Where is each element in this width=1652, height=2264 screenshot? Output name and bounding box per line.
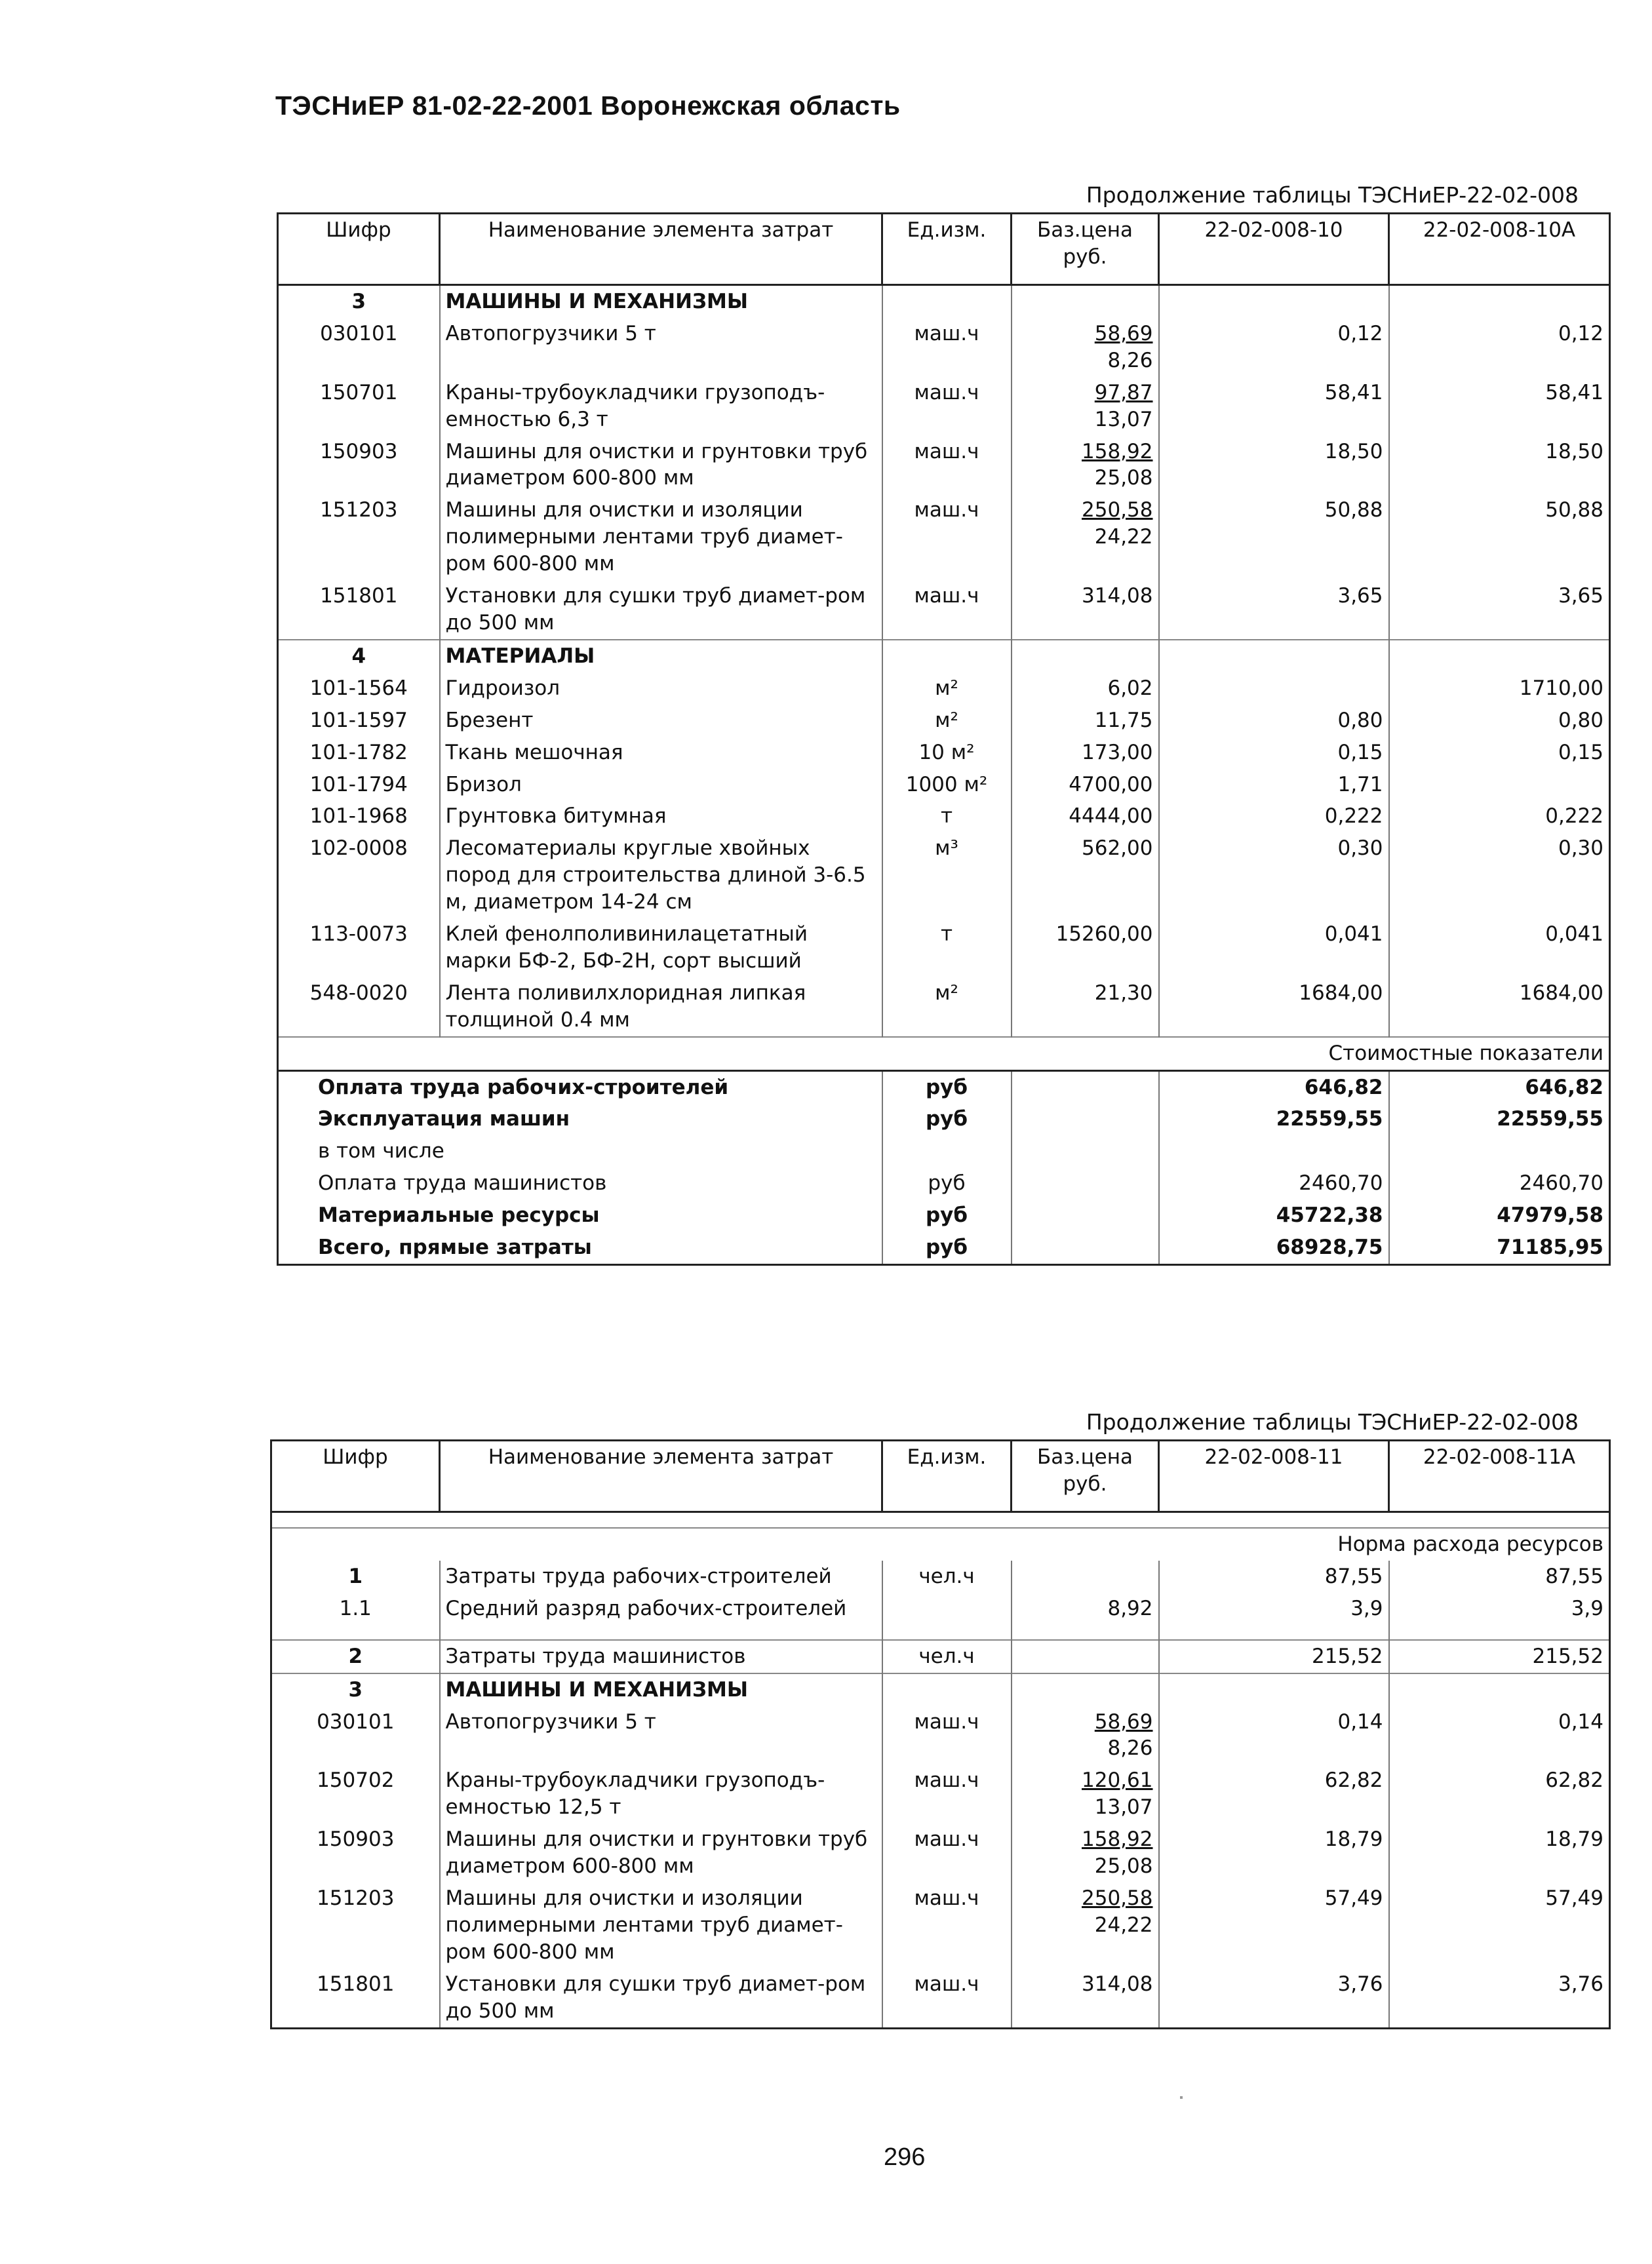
norm-value-1: 3,76 <box>1159 1968 1389 2028</box>
summary-label: Оплата труда машинистов <box>278 1167 882 1200</box>
norm-value-2: 0,15 <box>1389 737 1610 769</box>
resource-unit: м³ <box>882 832 1012 918</box>
base-price: 6,02 <box>1107 676 1153 700</box>
resource-row <box>271 1706 1610 1765</box>
table2-header-row <box>271 1441 1610 1512</box>
labor-value-2: 3,9 <box>1389 1593 1610 1625</box>
resource-row <box>278 832 1610 918</box>
resource-row <box>278 705 1610 737</box>
base-price-wage: 13,07 <box>1094 407 1153 431</box>
labor-price <box>1012 1640 1159 1673</box>
base-price-wage: 25,08 <box>1094 466 1153 490</box>
resource-code: 150903 <box>278 436 440 495</box>
norm-value-1: 1,71 <box>1159 769 1389 801</box>
summary-value-2: 47979,58 <box>1389 1200 1610 1232</box>
base-price: 4700,00 <box>1069 772 1153 796</box>
summary-label: Эксплуатация машин <box>278 1103 882 1135</box>
resource-name: Гидроизол <box>440 673 882 705</box>
table2 <box>270 1439 1611 2029</box>
base-price-cell <box>1012 1824 1159 1883</box>
norm-value-1: 0,30 <box>1159 832 1389 918</box>
empty-cell <box>1012 1135 1159 1167</box>
norm-value-1 <box>1159 673 1389 705</box>
labor-row <box>271 1640 1610 1673</box>
empty-cell <box>1012 1103 1159 1135</box>
empty-cell <box>1389 1673 1610 1706</box>
empty-cell <box>1389 640 1610 673</box>
section-title: МАШИНЫ И МЕХАНИЗМЫ <box>440 285 882 318</box>
resource-unit: маш.ч <box>882 1968 1012 2028</box>
header-code: Шифр <box>278 214 440 285</box>
summary-unit: руб <box>882 1103 1012 1135</box>
resource-name: Машины для очистки и изоляции полимерными лентами труб диамет-ром 600-800 мм <box>440 1883 882 1968</box>
base-price: 314,08 <box>1082 584 1153 608</box>
table1-header-row <box>278 214 1610 285</box>
empty-cell <box>1159 285 1389 318</box>
base-price-cell <box>1012 494 1159 580</box>
base-price: 21,30 <box>1094 981 1153 1005</box>
norm-value-2: 1684,00 <box>1389 977 1610 1037</box>
summary-unit: руб <box>882 1167 1012 1200</box>
resource-code: 150702 <box>271 1765 440 1824</box>
empty-cell <box>1159 1673 1389 1706</box>
norm-value-2: 0,222 <box>1389 800 1610 832</box>
resource-unit: маш.ч <box>882 1706 1012 1765</box>
resource-unit: т <box>882 918 1012 977</box>
header-col-10: 22-02-008-10 <box>1159 214 1389 285</box>
summary-value-1: 646,82 <box>1159 1070 1389 1103</box>
labor-price: 8,92 <box>1012 1593 1159 1625</box>
labor-value-2: 215,52 <box>1389 1640 1610 1673</box>
norm-value-1: 62,82 <box>1159 1765 1389 1824</box>
summary-value-1: 68928,75 <box>1159 1232 1389 1264</box>
norm-value-1: 0,80 <box>1159 705 1389 737</box>
base-price-cell <box>1012 1706 1159 1765</box>
resource-name: Машины для очистки и грунтовки труб диаметром 600-800 мм <box>440 1824 882 1883</box>
table2-continuation-caption: Продолжение таблицы ТЭСНиЕР-22-02-008 <box>1086 1409 1579 1435</box>
resource-code: 151203 <box>271 1883 440 1968</box>
labor-row <box>271 1593 1610 1625</box>
base-price: 250,58 <box>1082 498 1153 522</box>
empty-cell <box>1012 640 1159 673</box>
section-header-row <box>271 1673 1610 1706</box>
scan-speck <box>1180 2096 1183 2099</box>
labor-value-1: 215,52 <box>1159 1640 1389 1673</box>
resource-row <box>271 1765 1610 1824</box>
resource-unit: т <box>882 800 1012 832</box>
norm-value-1: 0,12 <box>1159 318 1389 377</box>
resource-name: Лесоматериалы круглые хвойных пород для строительства длиной 3-6.5 м, диаметром 14-24 см <box>440 832 882 918</box>
section-code: 3 <box>271 1673 440 1706</box>
labor-name: Средний разряд рабочих-строителей <box>440 1593 882 1625</box>
section-code: 4 <box>278 640 440 673</box>
resource-row <box>278 977 1610 1037</box>
summary-row <box>278 1232 1610 1264</box>
header-code: Шифр <box>271 1441 440 1512</box>
summary-value-2: 71185,95 <box>1389 1232 1610 1264</box>
norm-value-2: 0,80 <box>1389 705 1610 737</box>
resource-code: 151801 <box>271 1968 440 2028</box>
resource-name: Бризол <box>440 769 882 801</box>
resource-row <box>278 580 1610 640</box>
summary-unit: руб <box>882 1232 1012 1264</box>
norm-value-2: 62,82 <box>1389 1765 1610 1824</box>
base-price-cell <box>1012 1883 1159 1968</box>
norm-note-row <box>271 1528 1610 1561</box>
resource-name: Установки для сушки труб диамет-ром до 500 мм <box>440 580 882 640</box>
norm-value-1: 0,15 <box>1159 737 1389 769</box>
resource-code: 548-0020 <box>278 977 440 1037</box>
section-header-row <box>278 285 1610 318</box>
empty-cell <box>882 1673 1012 1706</box>
resource-code: 150903 <box>271 1824 440 1883</box>
summary-unit: руб <box>882 1070 1012 1103</box>
resource-row <box>278 918 1610 977</box>
page-number: 296 <box>884 2143 926 2171</box>
empty-cell <box>1012 1070 1159 1103</box>
resource-code: 101-1794 <box>278 769 440 801</box>
norm-value-1: 50,88 <box>1159 494 1389 580</box>
empty-cell <box>1012 1232 1159 1264</box>
resource-row <box>271 1968 1610 2028</box>
resource-code: 113-0073 <box>278 918 440 977</box>
summary-row <box>278 1103 1610 1135</box>
base-price: 562,00 <box>1082 836 1153 861</box>
resource-code: 101-1597 <box>278 705 440 737</box>
resource-unit: маш.ч <box>882 318 1012 377</box>
header-name: Наименование элемента затрат <box>440 1441 882 1512</box>
header-unit: Ед.изм. <box>882 214 1012 285</box>
base-price-wage: 8,26 <box>1107 1736 1153 1761</box>
resource-unit: маш.ч <box>882 1765 1012 1824</box>
resource-code: 150701 <box>278 377 440 436</box>
resource-name: Автопогрузчики 5 т <box>440 1706 882 1765</box>
base-price-wage: 25,08 <box>1094 1854 1153 1879</box>
labor-price <box>1012 1561 1159 1593</box>
resource-code: 151801 <box>278 580 440 640</box>
resource-unit: м² <box>882 673 1012 705</box>
base-price: 97,87 <box>1094 380 1153 404</box>
norm-value-2: 18,79 <box>1389 1824 1610 1883</box>
resource-row <box>278 737 1610 769</box>
resource-unit: 1000 м² <box>882 769 1012 801</box>
empty-cell <box>1159 640 1389 673</box>
base-price: 11,75 <box>1094 708 1153 732</box>
base-price-cell <box>1012 673 1159 705</box>
empty-cell <box>882 285 1012 318</box>
resource-name: Установки для сушки труб диамет-ром до 500 мм <box>440 1968 882 2028</box>
summary-row <box>278 1200 1610 1232</box>
norm-value-2: 3,76 <box>1389 1968 1610 2028</box>
base-price-cell <box>1012 800 1159 832</box>
norm-value-1: 18,79 <box>1159 1824 1389 1883</box>
header-price: Баз.цена руб. <box>1012 214 1159 285</box>
base-price-wage: 24,22 <box>1094 525 1153 549</box>
resource-code: 101-1782 <box>278 737 440 769</box>
summary-unit: руб <box>882 1200 1012 1232</box>
norm-note: Норма расхода ресурсов <box>271 1528 1610 1561</box>
labor-value-1: 87,55 <box>1159 1561 1389 1593</box>
base-price-wage: 24,22 <box>1094 1913 1153 1937</box>
resource-row <box>278 494 1610 580</box>
summary-value-1: 2460,70 <box>1159 1167 1389 1200</box>
summary-label: в том числе <box>278 1135 882 1167</box>
summary-value-1 <box>1159 1135 1389 1167</box>
resource-unit: маш.ч <box>882 1883 1012 1968</box>
resource-unit: маш.ч <box>882 377 1012 436</box>
resource-row <box>278 769 1610 801</box>
resource-code: 102-0008 <box>278 832 440 918</box>
labor-name: Затраты труда рабочих-строителей <box>440 1561 882 1593</box>
norm-value-1: 0,041 <box>1159 918 1389 977</box>
norm-value-2: 3,65 <box>1389 580 1610 640</box>
resource-unit: маш.ч <box>882 436 1012 495</box>
norm-value-1: 58,41 <box>1159 377 1389 436</box>
header-name: Наименование элемента затрат <box>440 214 882 285</box>
resource-unit: м² <box>882 977 1012 1037</box>
resource-code: 101-1968 <box>278 800 440 832</box>
base-price-cell <box>1012 977 1159 1037</box>
resource-name: Клей фенолполивинилацетатный марки БФ-2, БФ-2Н, сорт высший <box>440 918 882 977</box>
summary-value-2: 646,82 <box>1389 1070 1610 1103</box>
labor-row <box>271 1561 1610 1593</box>
resource-row <box>271 1883 1610 1968</box>
labor-value-1: 3,9 <box>1159 1593 1389 1625</box>
base-price-cell <box>1012 1968 1159 2028</box>
norm-value-2: 18,50 <box>1389 436 1610 495</box>
base-price: 58,69 <box>1094 321 1153 345</box>
norm-value-1: 1684,00 <box>1159 977 1389 1037</box>
resource-name: Краны-трубоукладчики грузоподъ-емностью 12,5 т <box>440 1765 882 1824</box>
summary-label: Материальные ресурсы <box>278 1200 882 1232</box>
norm-value-2: 0,041 <box>1389 918 1610 977</box>
summary-value-1: 45722,38 <box>1159 1200 1389 1232</box>
norm-value-2: 1710,00 <box>1389 673 1610 705</box>
resource-code: 101-1564 <box>278 673 440 705</box>
labor-unit: чел.ч <box>882 1640 1012 1673</box>
resource-name: Машины для очистки и изоляции полимерными лентами труб диамет-ром 600-800 мм <box>440 494 882 580</box>
labor-code: 1 <box>271 1561 440 1593</box>
base-price: 250,58 <box>1082 1886 1153 1910</box>
empty-cell <box>882 640 1012 673</box>
norm-value-2: 57,49 <box>1389 1883 1610 1968</box>
norm-value-2: 0,30 <box>1389 832 1610 918</box>
resource-name: Ткань мешочная <box>440 737 882 769</box>
base-price-wage: 13,07 <box>1094 1795 1153 1820</box>
resource-row <box>278 673 1610 705</box>
norm-value-1: 57,49 <box>1159 1883 1389 1968</box>
labor-value-2: 87,55 <box>1389 1561 1610 1593</box>
base-price: 4444,00 <box>1069 804 1153 829</box>
resource-row <box>278 318 1610 377</box>
summary-label: Оплата труда рабочих-строителей <box>278 1070 882 1103</box>
resource-row <box>278 377 1610 436</box>
norm-value-2 <box>1389 769 1610 801</box>
base-price-cell <box>1012 580 1159 640</box>
resource-row <box>271 1824 1610 1883</box>
resource-code: 151203 <box>278 494 440 580</box>
norm-value-1: 0,222 <box>1159 800 1389 832</box>
base-price: 314,08 <box>1082 1972 1153 1996</box>
section-header-row <box>278 640 1610 673</box>
empty-cell <box>1389 285 1610 318</box>
resource-unit: маш.ч <box>882 1824 1012 1883</box>
section-code: 3 <box>278 285 440 318</box>
summary-value-1: 22559,55 <box>1159 1103 1389 1135</box>
base-price-cell <box>1012 436 1159 495</box>
resource-unit: м² <box>882 705 1012 737</box>
resource-code: 030101 <box>278 318 440 377</box>
labor-unit: чел.ч <box>882 1561 1012 1593</box>
empty-cell <box>1012 1167 1159 1200</box>
header-col-11: 22-02-008-11 <box>1159 1441 1389 1512</box>
base-price-cell <box>1012 737 1159 769</box>
norm-value-1: 0,14 <box>1159 1706 1389 1765</box>
base-price: 15260,00 <box>1055 922 1153 947</box>
header-col-10a: 22-02-008-10А <box>1389 214 1610 285</box>
summary-row <box>278 1070 1610 1103</box>
resource-name: Грунтовка битумная <box>440 800 882 832</box>
base-price-cell <box>1012 318 1159 377</box>
table1 <box>277 212 1611 1266</box>
base-price: 120,61 <box>1082 1768 1153 1793</box>
summary-row <box>278 1135 1610 1167</box>
resource-name: Брезент <box>440 705 882 737</box>
norm-value-2: 0,12 <box>1389 318 1610 377</box>
summary-value-2: 2460,70 <box>1389 1167 1610 1200</box>
norm-value-1: 18,50 <box>1159 436 1389 495</box>
resource-name: Краны-трубоукладчики грузоподъ-емностью 6,3 т <box>440 377 882 436</box>
norm-value-2: 0,14 <box>1389 1706 1610 1765</box>
summary-unit <box>882 1135 1012 1167</box>
base-price: 173,00 <box>1082 740 1153 764</box>
summary-value-2: 22559,55 <box>1389 1103 1610 1135</box>
empty-cell <box>1012 1673 1159 1706</box>
header-col-11a: 22-02-008-11А <box>1389 1441 1610 1512</box>
section-title: МАШИНЫ И МЕХАНИЗМЫ <box>440 1673 882 1706</box>
labor-unit <box>882 1593 1012 1625</box>
table1-continuation-caption: Продолжение таблицы ТЭСНиЕР-22-02-008 <box>1086 182 1579 208</box>
resource-unit: 10 м² <box>882 737 1012 769</box>
base-price-cell <box>1012 377 1159 436</box>
resource-unit: маш.ч <box>882 494 1012 580</box>
resource-name: Машины для очистки и грунтовки труб диаметром 600-800 мм <box>440 436 882 495</box>
document-title: ТЭСНиЕР 81-02-22-2001 Воронежская область <box>275 90 901 121</box>
base-price-cell <box>1012 1765 1159 1824</box>
resource-name: Автопогрузчики 5 т <box>440 318 882 377</box>
base-price-cell <box>1012 769 1159 801</box>
cost-note: Стоимостные показатели <box>278 1037 1610 1070</box>
labor-code: 2 <box>271 1640 440 1673</box>
norm-value-2: 50,88 <box>1389 494 1610 580</box>
norm-value-2: 58,41 <box>1389 377 1610 436</box>
resource-unit: маш.ч <box>882 580 1012 640</box>
base-price-cell <box>1012 705 1159 737</box>
empty-cell <box>1012 1200 1159 1232</box>
cost-note-row <box>278 1037 1610 1070</box>
base-price: 158,92 <box>1082 1827 1153 1852</box>
resource-row <box>278 800 1610 832</box>
summary-label: Всего, прямые затраты <box>278 1232 882 1264</box>
empty-cell <box>1012 285 1159 318</box>
summary-value-2 <box>1389 1135 1610 1167</box>
resource-code: 030101 <box>271 1706 440 1765</box>
base-price-cell <box>1012 918 1159 977</box>
section-title: МАТЕРИАЛЫ <box>440 640 882 673</box>
base-price: 58,69 <box>1094 1709 1153 1734</box>
norm-value-1: 3,65 <box>1159 580 1389 640</box>
labor-code: 1.1 <box>271 1593 440 1625</box>
labor-name: Затраты труда машинистов <box>440 1640 882 1673</box>
base-price-wage: 8,26 <box>1107 348 1153 372</box>
header-price: Баз.цена руб. <box>1012 1441 1159 1512</box>
base-price: 158,92 <box>1082 439 1153 463</box>
resource-name: Лента поливилхлоридная липкая толщиной 0.4 мм <box>440 977 882 1037</box>
base-price-cell <box>1012 832 1159 918</box>
header-unit: Ед.изм. <box>882 1441 1012 1512</box>
resource-row <box>278 436 1610 495</box>
summary-row <box>278 1167 1610 1200</box>
